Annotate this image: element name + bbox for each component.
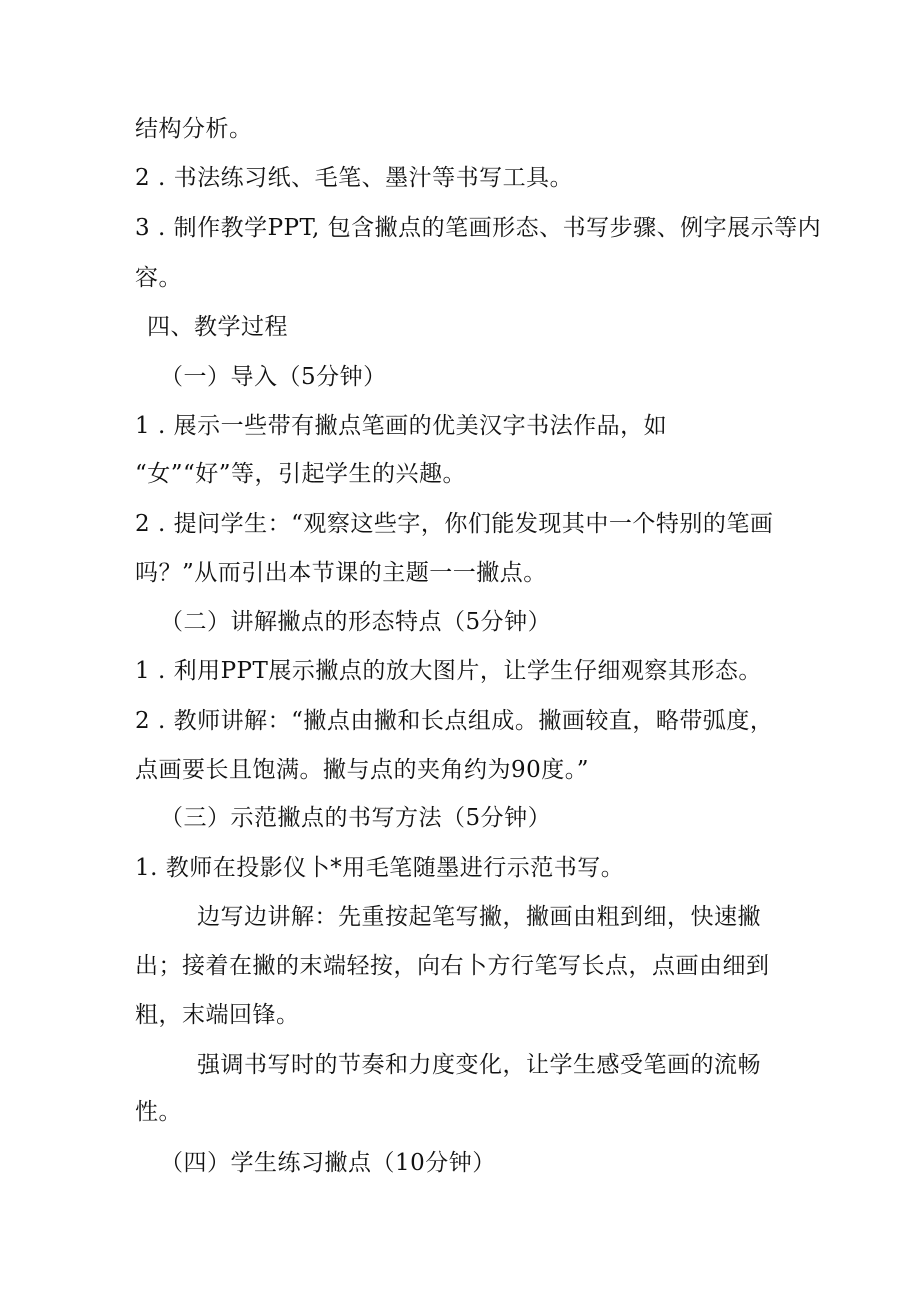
subsection-heading: （四）学生练习撇点（10分钟）: [160, 1150, 496, 1176]
text-line: 结构分析。: [135, 116, 253, 142]
text-line: 边写边讲解：先重按起笔写撇，撇画由粗到细，快速撇: [197, 904, 761, 930]
text-line: 性。: [135, 1099, 182, 1125]
text-line: 容。: [135, 265, 182, 291]
text-line: 出；接着在撇的末端轻按，向右卜方行笔写长点，点画由细到: [135, 953, 770, 979]
subsection-heading: （一）导入（5分钟）: [160, 364, 387, 390]
text-line: 1 . 展示一些带有撇点笔画的优美汉字书法作品，如: [135, 413, 668, 439]
subsection-heading: （三）示范撇点的书写方法（5分钟）: [160, 805, 552, 831]
text-line: 1 . 利用PPT展示撇点的放大图片，让学生仔细观察其形态。: [135, 658, 762, 684]
text-line: 吗？”从而引出本节课的主题一一撇点。: [135, 560, 547, 586]
text-line: 2 . 书法练习纸、毛笔、墨汁等书写工具。: [135, 165, 574, 191]
text-line: 3 . 制作教学PPT, 包含撇点的笔画形态、书写步骤、例字展示等内: [135, 215, 822, 241]
text-line: 强调书写时的节奏和力度变化，让学生感受笔画的流畅: [197, 1052, 761, 1078]
text-line: 2 . 教师讲解：“撇点由撇和长点组成。撇画较直，略带弧度，: [135, 708, 774, 734]
text-line: “女”“好”等，引起学生的兴趣。: [135, 461, 467, 487]
text-line: 点画要长且饱满。撇与点的夹角约为90度。”: [135, 757, 590, 783]
text-line: 粗，末端回锋。: [135, 1002, 300, 1028]
text-line: 2 . 提问学生：“观察这些字，你们能发现其中一个特别的笔画: [135, 511, 774, 537]
text-line: 1. 教师在投影仪卜*用毛笔随墨进行示范书写。: [135, 855, 625, 881]
section-heading: 四、教学过程: [147, 314, 288, 340]
subsection-heading: （二）讲解撇点的形态特点（5分钟）: [160, 609, 552, 635]
